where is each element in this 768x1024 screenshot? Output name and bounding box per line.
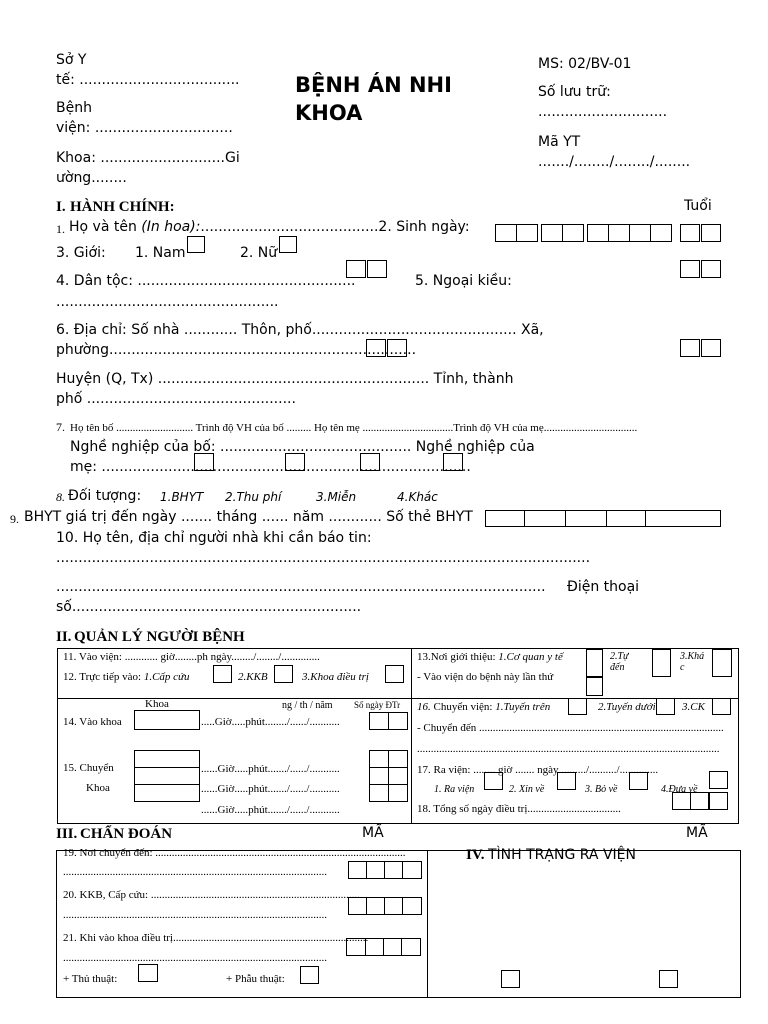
section-1-heading: HÀNH CHÍNH: bbox=[70, 199, 175, 215]
nguoi-nha-field-2: .............................................................................................................. bbox=[56, 579, 546, 595]
dien-thoai-label: Điện thoại bbox=[567, 579, 640, 595]
tuoi-label: Tuổi bbox=[684, 198, 712, 214]
ma-19-box-2[interactable] bbox=[366, 861, 385, 879]
ra-vien-option-1: 1. Ra viện bbox=[434, 784, 475, 795]
ma-label-2: MÃ bbox=[686, 825, 708, 841]
age-box-1[interactable] bbox=[680, 224, 700, 242]
dob-box-3[interactable] bbox=[541, 224, 563, 242]
so-luu-tru-field: ............................. bbox=[538, 104, 668, 120]
tinh-field: phố ............................................... bbox=[56, 391, 296, 407]
chan-doan-divider bbox=[427, 850, 428, 998]
ngoai-kieu-box-2[interactable] bbox=[701, 260, 721, 278]
so-y-te-label: Sở Y bbox=[56, 52, 87, 68]
so-the-box-2[interactable] bbox=[524, 510, 566, 527]
section-2-heading: QUẢN LÝ NGƯỜI BỆNH bbox=[74, 629, 245, 645]
tong-so-ngay-line: 18. Tổng số ngày điều trị.................................. bbox=[417, 803, 621, 815]
chuyen-khoa-time-1: ......Giờ.....phút......./....../........... bbox=[201, 763, 340, 775]
ma-20-box-1[interactable] bbox=[348, 897, 367, 915]
age-box-2[interactable] bbox=[701, 224, 721, 242]
ra-vien-checkbox-2[interactable] bbox=[557, 772, 576, 790]
vao-vien-line: 11. Vào viện: ............ giờ........ph ngày......../......../.............. bbox=[63, 651, 320, 663]
chuyen-khoa-label-1: 15. Chuyển bbox=[63, 762, 114, 774]
dob-box-2[interactable] bbox=[516, 224, 538, 242]
khi-vao-khoa-line: 21. Khi vào khoa điều trị....................................................................... bbox=[63, 932, 369, 944]
dob-box-5[interactable] bbox=[587, 224, 609, 242]
doi-tuong-khac: 4.Khác bbox=[397, 490, 438, 504]
line1-text: Họ và tên (In hoa):........................................2. Sinh ngày: bbox=[69, 219, 470, 235]
doi-tuong-label: Đối tượng: bbox=[68, 488, 142, 504]
tuyen-duoi-checkbox[interactable] bbox=[656, 698, 675, 715]
parents-names-line: Họ tên bố ............................ Trình độ VH của bố ......... Họ tên mẹ .................................Trình độ VH của mẹ.................................. bbox=[70, 422, 638, 434]
thu-thuat-checkbox[interactable] bbox=[138, 964, 158, 982]
benh-vien-label: Bệnh bbox=[56, 100, 92, 116]
doi-tuong-thu-phi: 2.Thu phí bbox=[225, 490, 282, 504]
chuyen-days-2a[interactable] bbox=[369, 767, 389, 785]
chuyen-den-field-2: .............................................................................................................. bbox=[417, 743, 720, 755]
khi-vao-khoa-field: ................................................................................................ bbox=[63, 952, 327, 964]
thu-thuat-label: + Thủ thuật: bbox=[63, 973, 118, 985]
noi-gioi-thieu-line: 13.Nơi giới thiệu: 1.Cơ quan y tế bbox=[417, 651, 563, 663]
tong-ngay-box-3[interactable] bbox=[709, 792, 728, 810]
khoa-dieu-tri-checkbox[interactable] bbox=[385, 665, 404, 683]
bhyt-line: BHYT giá trị đến ngày ....... tháng ...... năm ............ Số thẻ BHYT bbox=[24, 509, 473, 525]
khac-checkbox[interactable] bbox=[712, 649, 732, 677]
ngoai-kieu-box-1[interactable] bbox=[680, 260, 700, 278]
so-the-box-3[interactable] bbox=[565, 510, 607, 527]
section-3-heading: CHẨN ĐOÁN bbox=[80, 826, 173, 842]
section-4-heading: TÌNH TRẠNG RA VIỆN bbox=[488, 847, 636, 863]
xa-box-2[interactable] bbox=[387, 339, 407, 357]
nghe-me-box[interactable] bbox=[360, 453, 380, 471]
ra-vien-checkbox-1[interactable] bbox=[484, 772, 503, 790]
tinh-box-2[interactable] bbox=[701, 339, 721, 357]
ma-20-box-4[interactable] bbox=[402, 897, 422, 915]
co-quan-y-te-checkbox[interactable] bbox=[586, 649, 603, 677]
chuyen-khoa-time-3: ......Giờ.....phút......./....../........... bbox=[201, 804, 340, 816]
ma-21-box-4[interactable] bbox=[401, 938, 421, 956]
dob-box-7[interactable] bbox=[629, 224, 651, 242]
benh-vien-field: viện: ............................... bbox=[56, 120, 233, 136]
chuyen-khoa-time-2: ......Giờ.....phút......./....../........... bbox=[201, 783, 340, 795]
khac-option: 3.Khá c bbox=[680, 651, 705, 673]
line1-number: 1. bbox=[56, 222, 65, 236]
dob-box-4[interactable] bbox=[562, 224, 584, 242]
dob-box-1[interactable] bbox=[495, 224, 517, 242]
ngoai-kieu-label: 5. Ngoại kiều: bbox=[415, 273, 512, 289]
vh-me-box[interactable] bbox=[443, 453, 463, 471]
page-title-line2: KHOA bbox=[295, 101, 363, 125]
khoa-dieu-tri-option: 3.Khoa điều trị bbox=[302, 671, 369, 683]
chuyen-khoa-label-2: Khoa bbox=[86, 782, 110, 794]
tong-ngay-box-2[interactable] bbox=[690, 792, 709, 810]
dan-toc-box-2[interactable] bbox=[367, 260, 387, 278]
ma-label-1: MÃ bbox=[362, 825, 384, 841]
khoa-field: Khoa: ............................Gi bbox=[56, 150, 240, 166]
so-the-box-5[interactable] bbox=[645, 510, 721, 527]
ngoai-kieu-field: .................................................. bbox=[56, 294, 279, 310]
nghe-nghiep-line1: Nghề nghiệp của bố: ........................................... Nghề nghiệp của bbox=[70, 439, 535, 455]
dob-box-6[interactable] bbox=[608, 224, 630, 242]
col-so-ngay-header: Số ngày ĐTr bbox=[354, 700, 401, 710]
tinh-trang-checkbox-2[interactable] bbox=[659, 970, 678, 988]
cap-cuu-checkbox[interactable] bbox=[213, 665, 232, 683]
tinh-trang-checkbox-1[interactable] bbox=[501, 970, 520, 988]
ra-vien-checkbox-main[interactable] bbox=[709, 771, 728, 789]
ma-19-box-3[interactable] bbox=[384, 861, 403, 879]
xa-box-1[interactable] bbox=[366, 339, 386, 357]
section-4-number: IV. bbox=[466, 847, 485, 863]
tinh-box-1[interactable] bbox=[680, 339, 700, 357]
doi-tuong-bhyt: 1.BHYT bbox=[160, 490, 204, 504]
kkb-option: 2.KKB bbox=[238, 671, 268, 683]
gioi-nam-checkbox[interactable] bbox=[187, 236, 205, 253]
tu-den-option: 2.Tự đến bbox=[610, 651, 629, 673]
noi-chuyen-den-line: 19. Nơi chuyển đến: ........................................................................................... bbox=[63, 847, 406, 859]
gioi-nam-label: 1. Nam bbox=[135, 245, 186, 261]
line9-number: 9. bbox=[10, 512, 19, 526]
line8-number: 8. bbox=[56, 490, 65, 504]
truc-tiep-vao-line: 12. Trực tiếp vào: 1.Cấp cứu bbox=[63, 671, 190, 683]
ma-19-box-1[interactable] bbox=[348, 861, 367, 879]
section-3-number: III. bbox=[56, 826, 78, 842]
tuyen-tren-checkbox[interactable] bbox=[568, 698, 587, 715]
chuyen-khoa-input-2[interactable] bbox=[134, 767, 200, 785]
dien-thoai-field: số................................................................. bbox=[56, 599, 362, 615]
ma-yt-label: Mã YT bbox=[538, 134, 581, 150]
form-code: MS: 02/BV-01 bbox=[538, 56, 632, 72]
so-the-box-1[interactable] bbox=[485, 510, 525, 527]
lan-thu-box[interactable] bbox=[586, 677, 603, 696]
section-1-number: I. bbox=[56, 199, 66, 215]
nguoi-nha-label: 10. Họ tên, địa chỉ người nhà khi cần báo tin: bbox=[56, 530, 372, 546]
chuyen-days-1a[interactable] bbox=[369, 750, 389, 768]
nguoi-nha-field-1: ........................................................................................................................ bbox=[56, 550, 591, 566]
ra-vien-option-4: 4.Đưa về bbox=[661, 784, 698, 795]
ra-vien-option-3: 3. Bỏ về bbox=[585, 784, 618, 795]
dan-toc-field: 4. Dân tộc: ................................................. bbox=[56, 273, 356, 289]
dia-chi-line1: 6. Địa chỉ: Số nhà ............ Thôn, phố.............................................. Xã, bbox=[56, 322, 544, 338]
vao-khoa-input[interactable] bbox=[134, 710, 200, 730]
so-the-box-4[interactable] bbox=[606, 510, 646, 527]
phau-thuat-checkbox[interactable] bbox=[300, 966, 319, 984]
chuyen-khoa-input-3[interactable] bbox=[134, 784, 200, 802]
so-y-te-field: tế: .................................... bbox=[56, 72, 240, 88]
col-khoa-header: Khoa bbox=[145, 698, 169, 710]
quan-ly-divider-v bbox=[411, 648, 412, 824]
section-2-number: II. bbox=[56, 629, 72, 645]
chuyen-days-3a[interactable] bbox=[369, 784, 389, 802]
ck-checkbox[interactable] bbox=[712, 698, 731, 715]
doi-tuong-mien: 3.Miễn bbox=[316, 490, 357, 504]
vao-khoa-days-box-1[interactable] bbox=[369, 712, 389, 730]
giuong-field: ường........ bbox=[56, 170, 127, 186]
vao-khoa-label: 14. Vào khoa bbox=[63, 716, 122, 728]
dia-chi-line2: phường..................................................................... bbox=[56, 342, 417, 358]
kkb-cap-cuu-line: 20. KKB, Cấp cứu: ............................................................................ bbox=[63, 889, 360, 901]
ra-vien-line: 17. Ra viện: ........ giờ ....... ngày ........./........../.............. bbox=[417, 764, 659, 776]
ma-19-box-4[interactable] bbox=[402, 861, 422, 879]
ma-21-box-2[interactable] bbox=[365, 938, 384, 956]
noi-chuyen-den-field: ................................................................................................ bbox=[63, 866, 327, 878]
vao-khoa-time: .....Giờ.....phút......../....../........... bbox=[201, 716, 340, 728]
chuyen-vien-line: 16. Chuyển viện: 1.Tuyến trên bbox=[417, 701, 551, 713]
chuyen-days-1b[interactable] bbox=[388, 750, 408, 768]
ma-20-box-3[interactable] bbox=[384, 897, 403, 915]
gioi-label: 3. Giới: bbox=[56, 245, 106, 261]
vh-bo-box[interactable] bbox=[285, 453, 305, 471]
ra-vien-checkbox-3[interactable] bbox=[629, 772, 648, 790]
chuyen-den-field: - Chuyển đến ......................................................................................... bbox=[417, 722, 724, 734]
huyen-field: Huyện (Q, Tx) ............................................................. Tỉnh, thành bbox=[56, 371, 514, 387]
phau-thuat-label: + Phẫu thuật: bbox=[226, 973, 285, 985]
kkb-cap-cuu-field: ................................................................................................ bbox=[63, 909, 327, 921]
so-luu-tru-label: Số lưu trữ: bbox=[538, 84, 611, 100]
ra-vien-option-2: 2. Xin về bbox=[509, 784, 545, 795]
ma-yt-field: ......./......../......../........ bbox=[538, 154, 691, 170]
chuyen-days-3b[interactable] bbox=[388, 784, 408, 802]
tuyen-duoi-option: 2.Tuyến dưới bbox=[598, 701, 656, 713]
gioi-nu-checkbox[interactable] bbox=[279, 236, 297, 253]
dob-box-8[interactable] bbox=[650, 224, 672, 242]
ma-21-box-3[interactable] bbox=[383, 938, 402, 956]
vao-khoa-days-box-2[interactable] bbox=[388, 712, 408, 730]
page-title-line1: BỆNH ÁN NHI bbox=[295, 73, 452, 97]
nghe-bo-box[interactable] bbox=[194, 453, 214, 471]
line7-number: 7. bbox=[56, 420, 65, 434]
kkb-checkbox[interactable] bbox=[274, 665, 293, 683]
ck-option: 3.CK bbox=[682, 701, 705, 713]
ma-21-box-1[interactable] bbox=[346, 938, 366, 956]
chuyen-khoa-input-1[interactable] bbox=[134, 750, 200, 768]
tu-den-checkbox[interactable] bbox=[652, 649, 671, 677]
gioi-nu-label: 2. Nữ bbox=[240, 245, 278, 261]
nghe-nghiep-line2: mẹ: ................................................................................... bbox=[70, 459, 471, 475]
col-date-header: ng / th / năm bbox=[282, 700, 333, 711]
tong-ngay-box-1[interactable] bbox=[672, 792, 691, 810]
vao-vien-lan-thu-label: - Vào viện do bệnh này lần thứ bbox=[417, 671, 554, 683]
ma-20-box-2[interactable] bbox=[366, 897, 385, 915]
chuyen-days-2b[interactable] bbox=[388, 767, 408, 785]
